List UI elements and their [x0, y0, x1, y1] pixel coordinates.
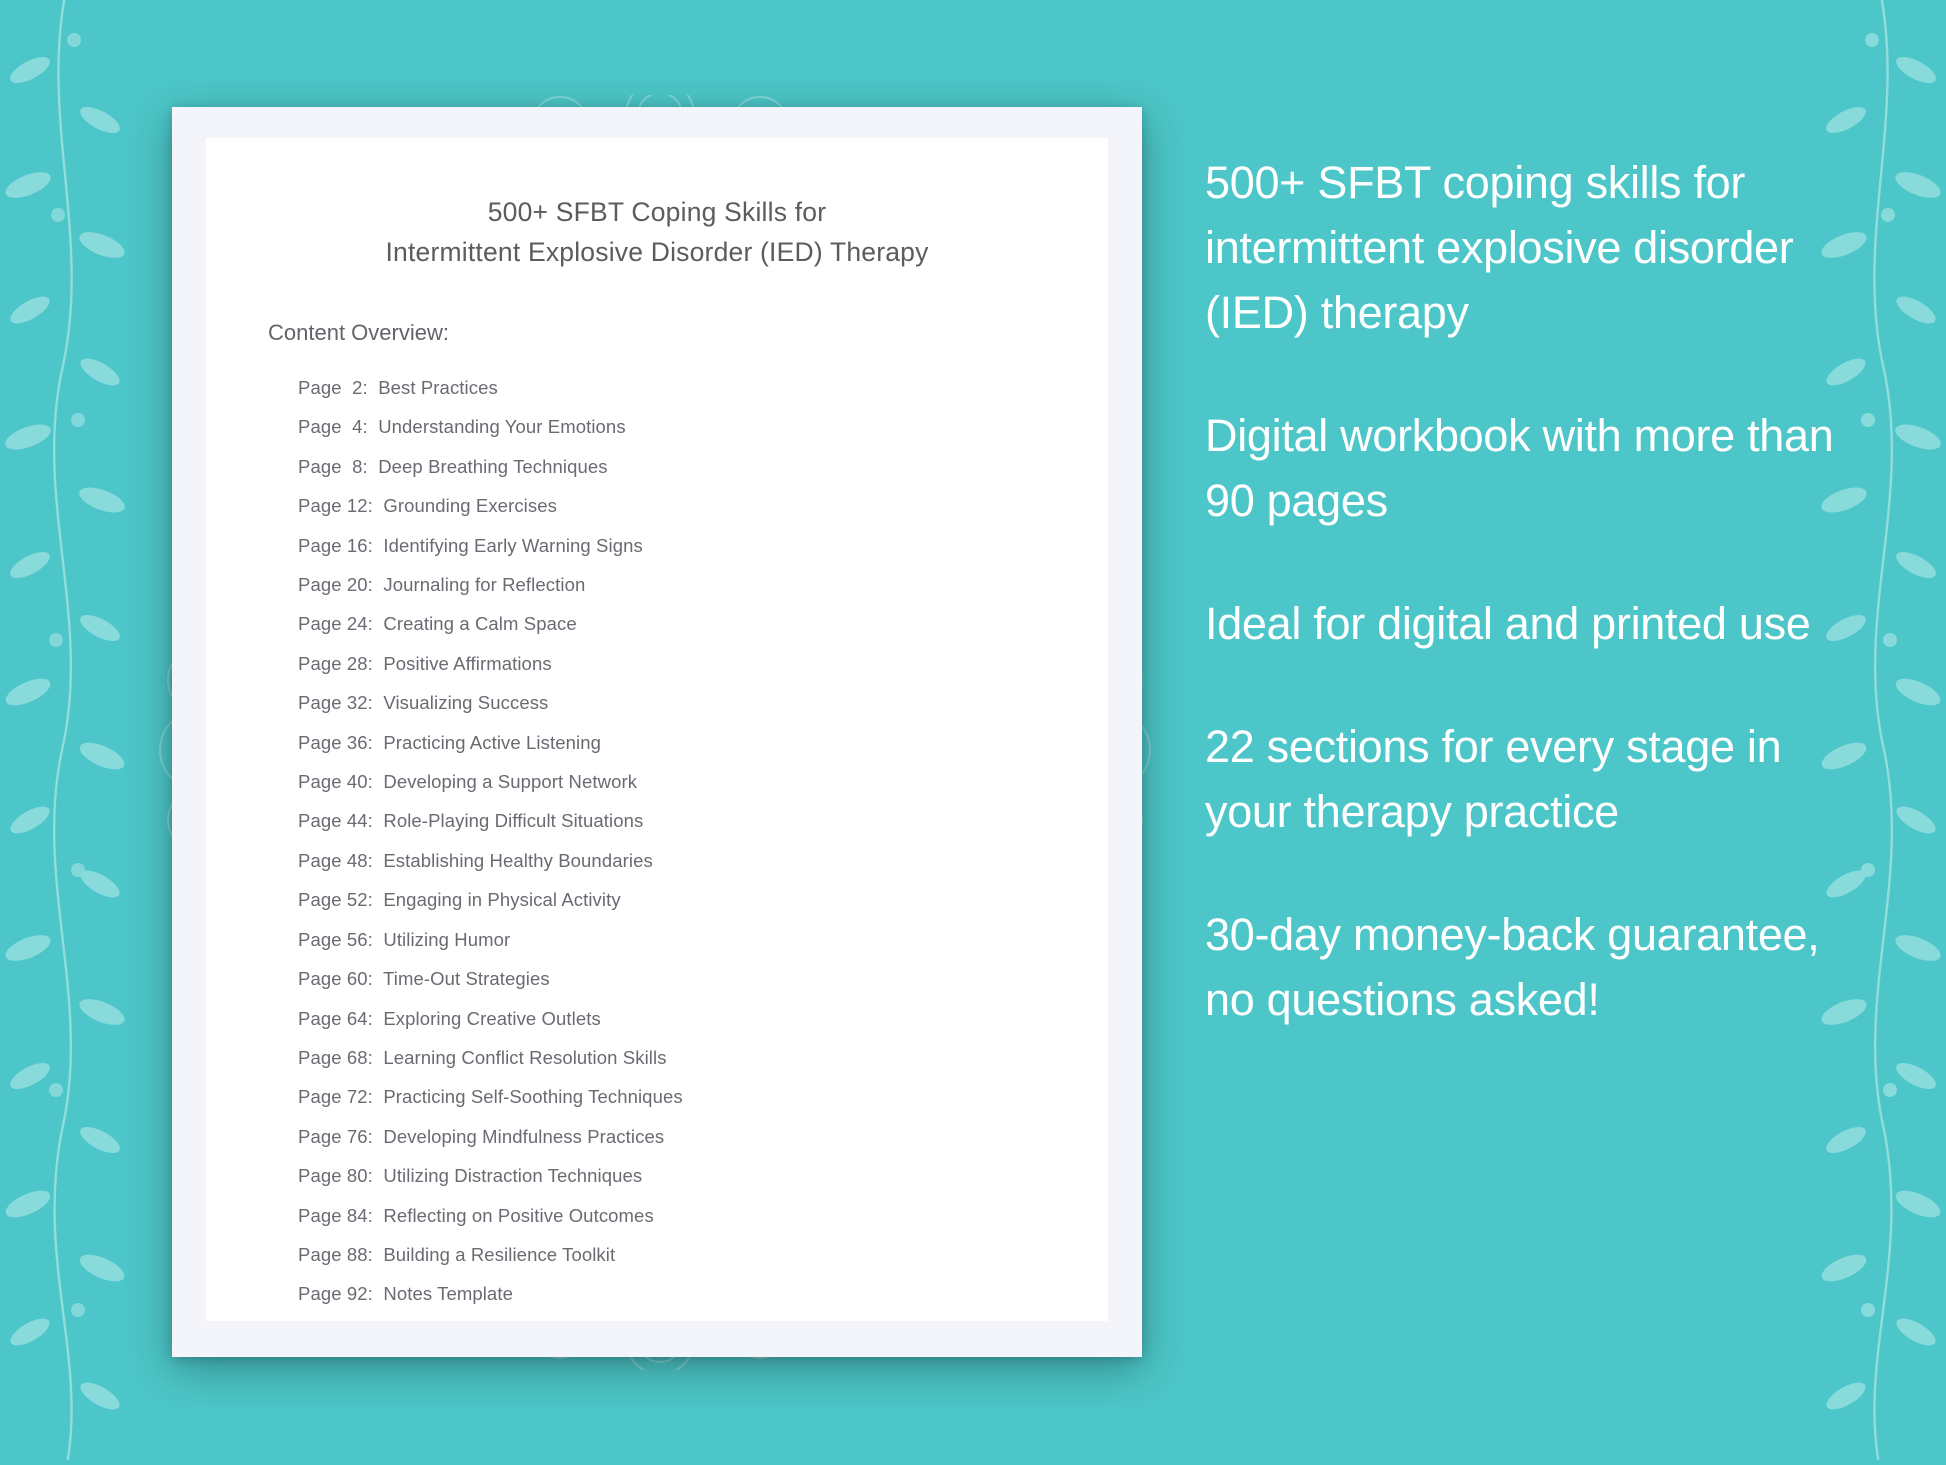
marketing-paragraph: 22 sections for every stage in your therapy practice — [1205, 721, 1782, 837]
toc-entry[interactable] — [298, 644, 1108, 683]
toc-entry[interactable] — [298, 1196, 1108, 1235]
toc-entry-title: Visualizing Success — [372, 692, 549, 714]
marketing-copy — [1205, 150, 1845, 1032]
toc-entry-title: Learning Conflict Resolution Skills — [372, 1046, 667, 1068]
botanical-border-left — [0, 0, 135, 1460]
marketing-paragraph: 30-day money-back guarantee, no questions asked! — [1205, 909, 1820, 1025]
toc-entry-page: Page 44: — [298, 810, 373, 832]
toc-entry-page: Page 88: — [298, 1243, 373, 1265]
toc-entry[interactable] — [298, 447, 1108, 486]
toc-entry-page: Page 40: — [298, 771, 373, 793]
toc-entry-title: Building a Resilience Toolkit — [372, 1243, 616, 1265]
marketing-paragraph: 500+ SFBT coping skills for intermittent explosive disorder (IED) therapy — [1205, 157, 1794, 338]
toc-entry-page: Page 48: — [298, 849, 373, 871]
toc-entry-title: Time-Out Strategies — [372, 968, 550, 990]
toc-entry-title: Best Practices — [367, 377, 498, 398]
toc-entry[interactable] — [298, 1117, 1108, 1156]
toc-entry-page: Page 72: — [298, 1086, 373, 1108]
table-of-contents — [206, 346, 1108, 1314]
toc-entry-page: Page 32: — [298, 692, 373, 714]
toc-entry-page: Page 64: — [298, 1007, 373, 1029]
toc-entry[interactable] — [298, 999, 1108, 1038]
toc-entry[interactable] — [298, 723, 1108, 762]
toc-entry-page: Page 8: — [298, 455, 368, 477]
toc-entry-page: Page 84: — [298, 1204, 373, 1226]
toc-entry-title: Notes Template — [372, 1283, 513, 1305]
toc-entry-title: Positive Affirmations — [372, 652, 552, 674]
toc-entry-title: Practicing Self-Soothing Techniques — [372, 1086, 683, 1108]
toc-entry-title: Engaging in Physical Activity — [372, 889, 621, 911]
marketing-paragraph: Digital workbook with more than 90 pages — [1205, 410, 1834, 526]
toc-entry-page: Page 28: — [298, 652, 373, 674]
toc-entry-page: Page 20: — [298, 574, 373, 596]
toc-entry-title: Practicing Active Listening — [372, 731, 601, 753]
toc-entry-title: Utilizing Distraction Techniques — [372, 1165, 643, 1187]
toc-entry[interactable] — [298, 1156, 1108, 1195]
toc-entry[interactable] — [298, 801, 1108, 840]
toc-entry-title: Utilizing Humor — [372, 928, 511, 950]
toc-entry[interactable] — [298, 880, 1108, 919]
toc-entry-page: Page 4: — [298, 416, 368, 438]
toc-entry-page: Page 60: — [298, 968, 373, 990]
toc-entry-title: Establishing Healthy Boundaries — [372, 849, 653, 871]
toc-entry[interactable] — [298, 526, 1108, 565]
toc-entry[interactable] — [298, 486, 1108, 525]
toc-entry-title: Understanding Your Emotions — [367, 416, 626, 438]
toc-entry[interactable] — [298, 920, 1108, 959]
toc-entry[interactable] — [298, 565, 1108, 604]
toc-entry-page: Page 12: — [298, 495, 373, 517]
toc-entry-title: Deep Breathing Techniques — [367, 455, 608, 477]
toc-entry[interactable] — [298, 407, 1108, 446]
toc-entry-page: Page 24: — [298, 613, 373, 635]
toc-entry-page: Page 92: — [298, 1283, 373, 1305]
toc-entry-title: Role-Playing Difficult Situations — [372, 810, 644, 832]
toc-entry[interactable] — [298, 1235, 1108, 1274]
page-title — [206, 138, 1108, 272]
marketing-paragraph: Ideal for digital and printed use — [1205, 598, 1811, 649]
toc-entry[interactable] — [298, 762, 1108, 801]
toc-entry-page: Page 56: — [298, 928, 373, 950]
toc-entry-page: Page 36: — [298, 731, 373, 753]
content-overview-label: Content Overview: — [268, 320, 449, 345]
toc-entry-title: Developing Mindfulness Practices — [372, 1125, 665, 1147]
toc-entry-page: Page 16: — [298, 534, 373, 556]
toc-entry-page: Page 68: — [298, 1046, 373, 1068]
toc-entry-title: Reflecting on Positive Outcomes — [372, 1204, 654, 1226]
toc-entry[interactable] — [298, 1274, 1108, 1313]
toc-entry-page: Page 2: — [298, 377, 368, 398]
toc-entry-page: Page 52: — [298, 889, 373, 911]
page-title-line-2: Intermittent Explosive Disorder (IED) Therapy — [385, 237, 929, 267]
toc-entry[interactable] — [298, 604, 1108, 643]
page-title-line-1: 500+ SFBT Coping Skills for — [487, 197, 827, 227]
toc-entry-page: Page 76: — [298, 1125, 373, 1147]
toc-entry[interactable] — [298, 841, 1108, 880]
toc-entry-page: Page 80: — [298, 1165, 373, 1187]
toc-entry-title: Creating a Calm Space — [372, 613, 577, 635]
toc-entry-title: Identifying Early Warning Signs — [372, 534, 643, 556]
toc-entry-title: Exploring Creative Outlets — [372, 1007, 601, 1029]
toc-entry[interactable] — [298, 368, 1108, 407]
toc-entry[interactable] — [298, 1077, 1108, 1116]
toc-entry[interactable] — [298, 959, 1108, 998]
toc-entry-title: Grounding Exercises — [372, 495, 557, 517]
toc-entry-title: Developing a Support Network — [372, 771, 638, 793]
toc-entry[interactable] — [298, 1038, 1108, 1077]
toc-entry[interactable] — [298, 683, 1108, 722]
toc-entry-title: Journaling for Reflection — [372, 574, 586, 596]
document-page — [206, 138, 1108, 1321]
